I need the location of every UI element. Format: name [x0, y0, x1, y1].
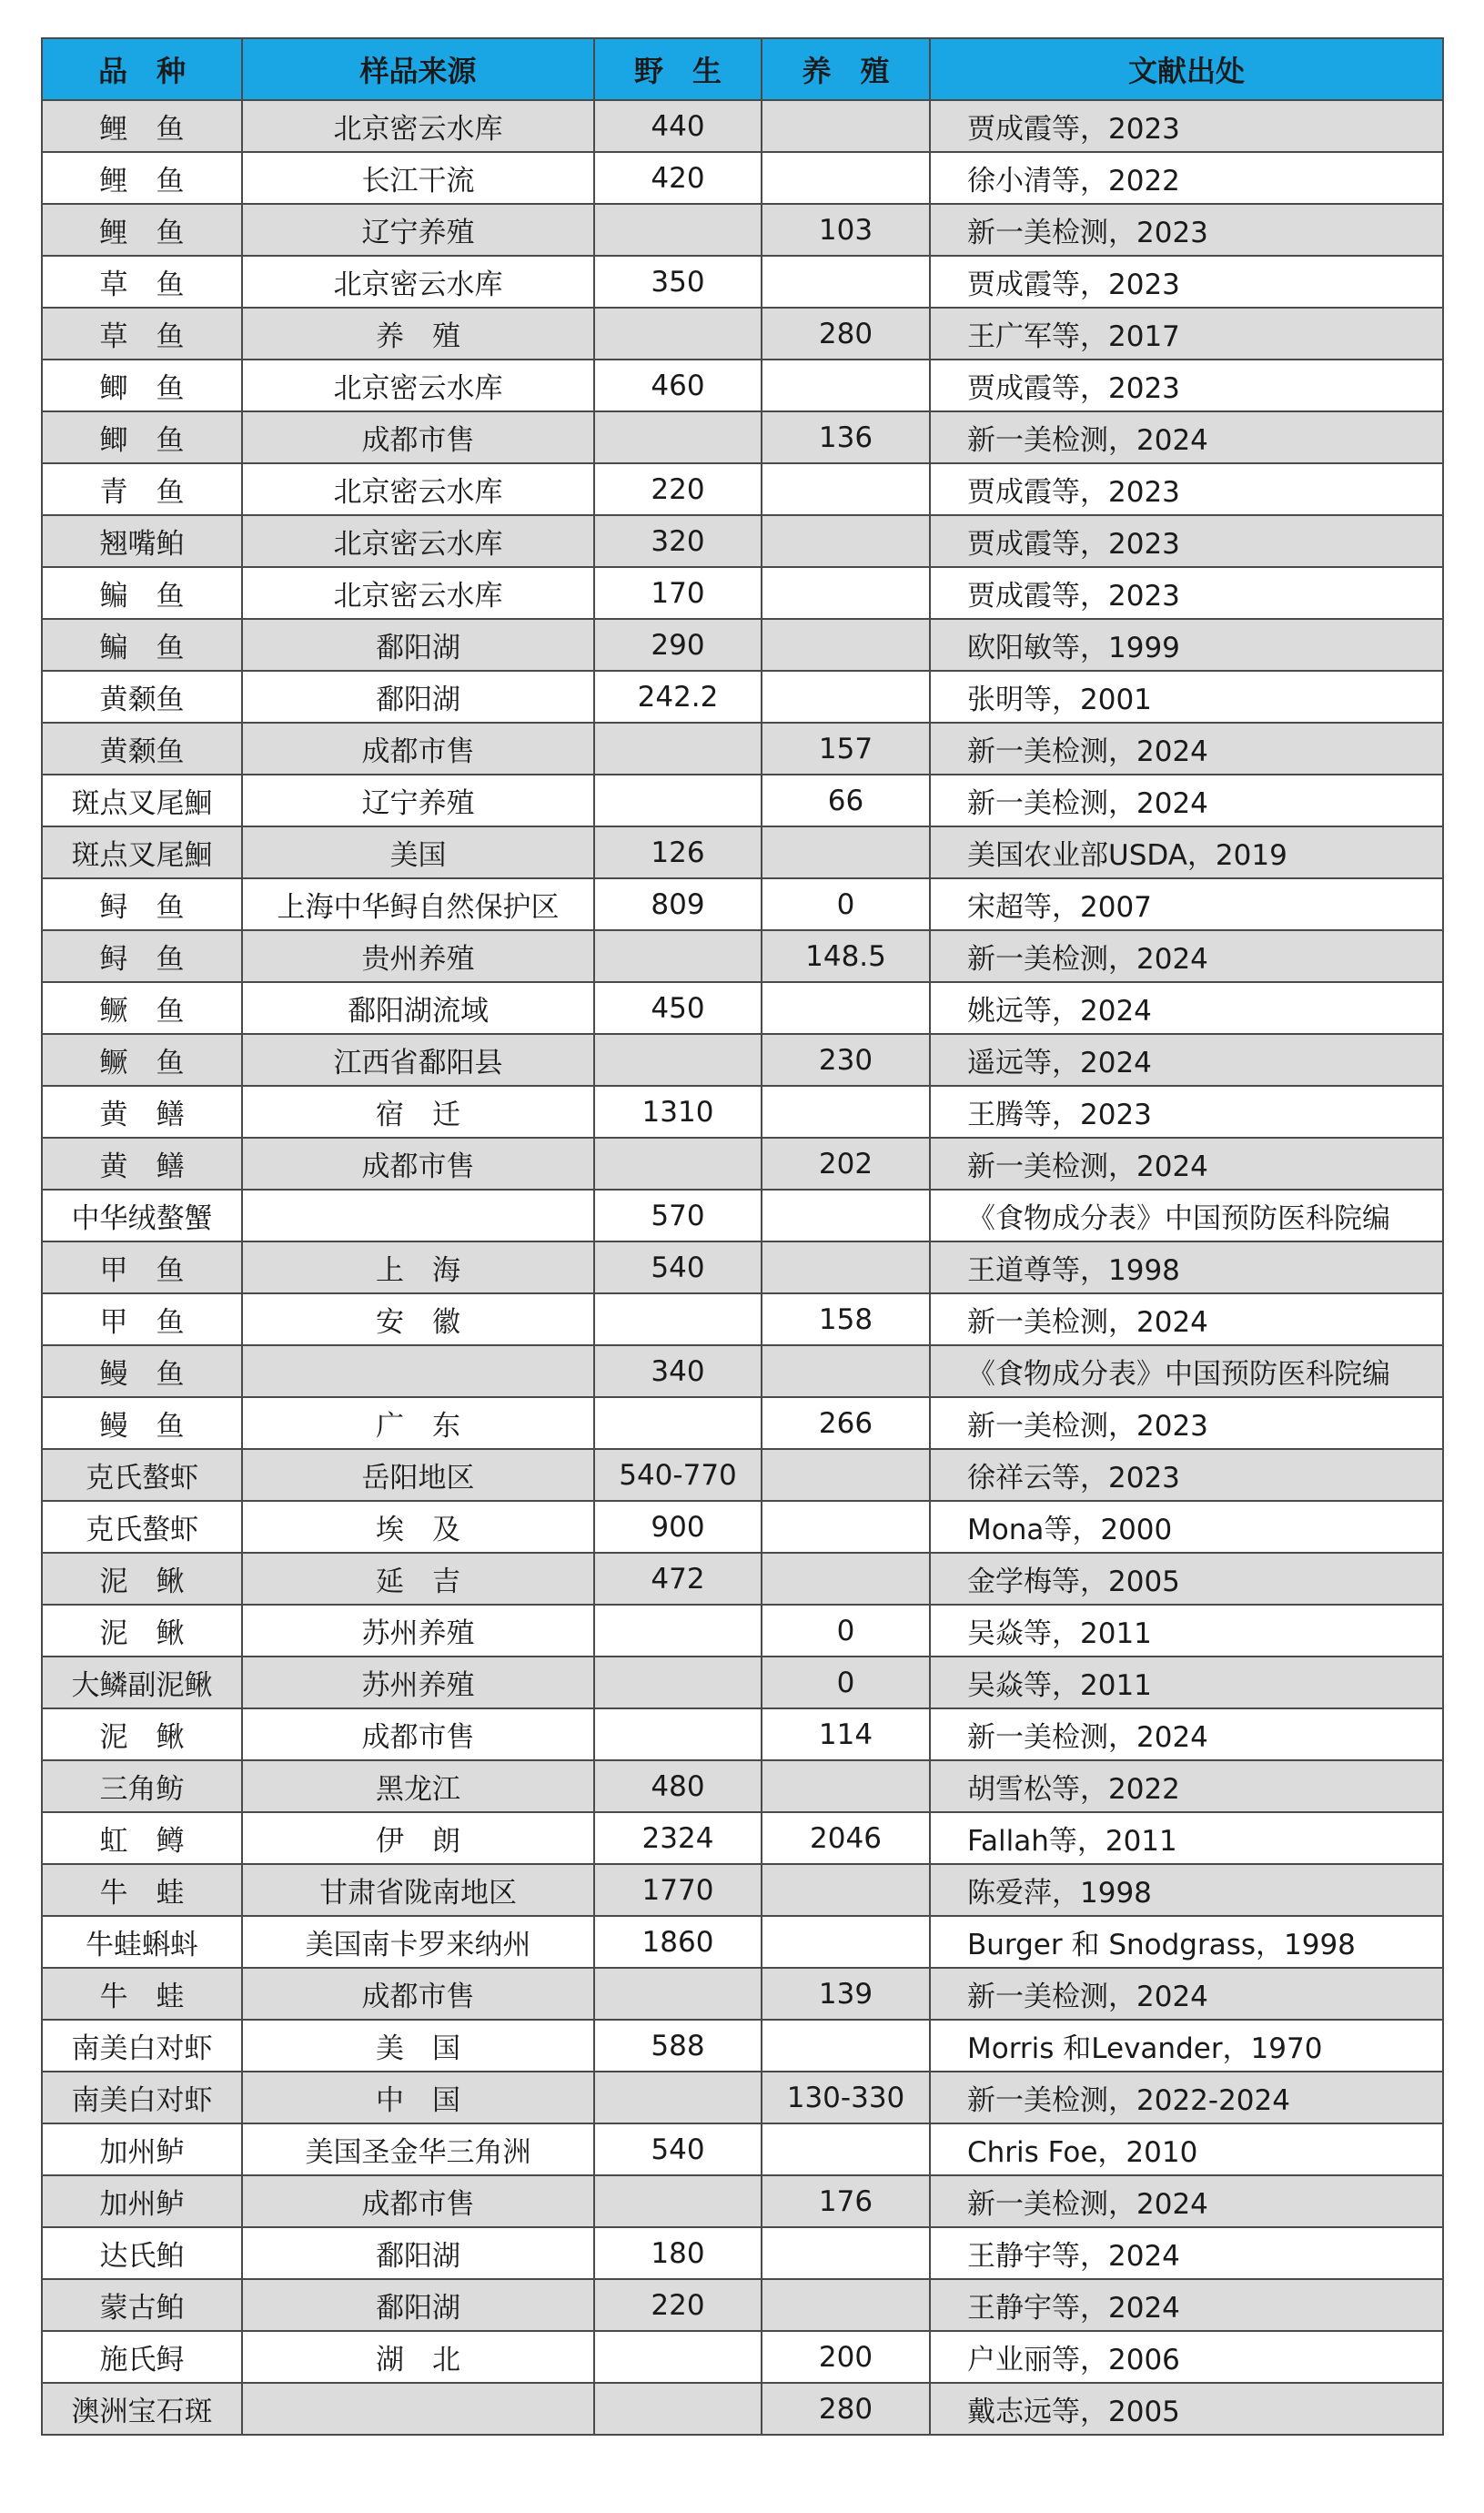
cell-species: 鲤 鱼: [42, 152, 242, 204]
cell-reference: 宋超等，2007: [930, 878, 1443, 930]
cell-wild: 126: [594, 826, 762, 878]
cell-species: 鲫 鱼: [42, 360, 242, 411]
cell-species: 鲤 鱼: [42, 100, 242, 152]
cell-farmed: [762, 1241, 930, 1293]
cell-wild: 1770: [594, 1864, 762, 1916]
table-row: [42, 1760, 1443, 1812]
cell-farmed: 157: [762, 723, 930, 775]
cell-reference: 贾成霞等，2023: [930, 360, 1443, 411]
cell-wild: [594, 1657, 762, 1708]
table-row: [42, 2020, 1443, 2072]
table-row: [42, 256, 1443, 308]
table-row: [42, 2331, 1443, 2383]
cell-farmed: [762, 515, 930, 567]
cell-sample-source: 北京密云水库: [242, 360, 594, 411]
cell-sample-source: 湖 北: [242, 2331, 594, 2383]
table-row: [42, 2072, 1443, 2123]
cell-species: 达氏鲌: [42, 2227, 242, 2279]
cell-reference: 贾成霞等，2023: [930, 567, 1443, 619]
data-table-container: [41, 37, 1442, 2436]
cell-sample-source: 长江干流: [242, 152, 594, 204]
cell-species: 黄 鳝: [42, 1086, 242, 1138]
cell-wild: [594, 1605, 762, 1657]
cell-wild: 420: [594, 152, 762, 204]
cell-farmed: [762, 1501, 930, 1553]
cell-reference: Mona等，2000: [930, 1501, 1443, 1553]
cell-wild: [594, 1708, 762, 1760]
cell-reference: 姚远等，2024: [930, 982, 1443, 1034]
cell-wild: 170: [594, 567, 762, 619]
cell-farmed: [762, 982, 930, 1034]
table-row: [42, 152, 1443, 204]
cell-species: 南美白对虾: [42, 2020, 242, 2072]
table-row: [42, 982, 1443, 1034]
table-row: [42, 1864, 1443, 1916]
cell-wild: 2324: [594, 1812, 762, 1864]
cell-reference: 新一美检测，2022-2024: [930, 2072, 1443, 2123]
cell-species: 黄 鳝: [42, 1138, 242, 1190]
cell-reference: 遥远等，2024: [930, 1034, 1443, 1086]
cell-reference: 新一美检测，2023: [930, 204, 1443, 256]
cell-wild: [594, 2175, 762, 2227]
cell-reference: 贾成霞等，2023: [930, 515, 1443, 567]
table-row: [42, 1345, 1443, 1397]
cell-wild: 480: [594, 1760, 762, 1812]
cell-reference: 陈爱萍，1998: [930, 1864, 1443, 1916]
cell-sample-source: 成都市售: [242, 411, 594, 463]
cell-species: 虹 鳟: [42, 1812, 242, 1864]
cell-sample-source: 岳阳地区: [242, 1449, 594, 1501]
cell-species: 鳊 鱼: [42, 567, 242, 619]
table-row: [42, 775, 1443, 826]
cell-reference: 张明等，2001: [930, 671, 1443, 723]
cell-reference: 贾成霞等，2023: [930, 256, 1443, 308]
cell-sample-source: 甘肃省陇南地区: [242, 1864, 594, 1916]
cell-sample-source: 贵州养殖: [242, 930, 594, 982]
cell-farmed: 176: [762, 2175, 930, 2227]
cell-sample-source: 辽宁养殖: [242, 775, 594, 826]
cell-sample-source: 埃 及: [242, 1501, 594, 1553]
table-row: [42, 1241, 1443, 1293]
cell-reference: 金学梅等，2005: [930, 1553, 1443, 1605]
cell-species: 鲤 鱼: [42, 204, 242, 256]
cell-farmed: 0: [762, 878, 930, 930]
cell-reference: 户业丽等，2006: [930, 2331, 1443, 2383]
cell-farmed: [762, 1553, 930, 1605]
table-body: [42, 100, 1443, 2435]
cell-farmed: [762, 619, 930, 671]
cell-sample-source: 江西省鄱阳县: [242, 1034, 594, 1086]
cell-farmed: [762, 100, 930, 152]
cell-species: 鳜 鱼: [42, 982, 242, 1034]
cell-species: 草 鱼: [42, 256, 242, 308]
table-row: [42, 204, 1443, 256]
cell-sample-source: 成都市售: [242, 2175, 594, 2227]
cell-reference: 王广军等，2017: [930, 308, 1443, 360]
cell-farmed: 202: [762, 1138, 930, 1190]
cell-farmed: [762, 2227, 930, 2279]
table-row: [42, 2279, 1443, 2331]
cell-species: 斑点叉尾鮰: [42, 826, 242, 878]
cell-sample-source: 美国圣金华三角洲: [242, 2123, 594, 2175]
cell-species: 鲟 鱼: [42, 878, 242, 930]
cell-farmed: [762, 256, 930, 308]
table-row: [42, 567, 1443, 619]
cell-wild: 900: [594, 1501, 762, 1553]
cell-species: 草 鱼: [42, 308, 242, 360]
cell-wild: 570: [594, 1190, 762, 1241]
table-row: [42, 1034, 1443, 1086]
table-row: [42, 878, 1443, 930]
table-row: [42, 1812, 1443, 1864]
cell-wild: [594, 411, 762, 463]
cell-reference: 吴焱等，2011: [930, 1657, 1443, 1708]
table-row: [42, 1657, 1443, 1708]
cell-sample-source: 上 海: [242, 1241, 594, 1293]
cell-farmed: [762, 1916, 930, 1968]
cell-wild: [594, 1034, 762, 1086]
cell-farmed: [762, 671, 930, 723]
cell-wild: 540: [594, 2123, 762, 2175]
cell-sample-source: 中 国: [242, 2072, 594, 2123]
cell-species: 斑点叉尾鮰: [42, 775, 242, 826]
cell-reference: 《食物成分表》中国预防医科院编: [930, 1190, 1443, 1241]
cell-sample-source: 上海中华鲟自然保护区: [242, 878, 594, 930]
cell-farmed: [762, 2279, 930, 2331]
cell-sample-source: 北京密云水库: [242, 100, 594, 152]
cell-reference: 贾成霞等，2023: [930, 100, 1443, 152]
cell-wild: [594, 775, 762, 826]
cell-species: 中华绒螯蟹: [42, 1190, 242, 1241]
table-row: [42, 1605, 1443, 1657]
cell-reference: 《食物成分表》中国预防医科院编: [930, 1345, 1443, 1397]
cell-wild: [594, 1293, 762, 1345]
table-row: [42, 100, 1443, 152]
cell-wild: [594, 308, 762, 360]
header-farmed: 养 殖: [762, 38, 930, 100]
cell-reference: Fallah等，2011: [930, 1812, 1443, 1864]
cell-farmed: 66: [762, 775, 930, 826]
cell-species: 牛蛙蝌蚪: [42, 1916, 242, 1968]
cell-farmed: 148.5: [762, 930, 930, 982]
cell-wild: [594, 2072, 762, 2123]
table-row: [42, 1397, 1443, 1449]
cell-sample-source: 美国南卡罗来纳州: [242, 1916, 594, 1968]
table-row: [42, 1968, 1443, 2020]
cell-wild: [594, 930, 762, 982]
cell-wild: 220: [594, 2279, 762, 2331]
cell-sample-source: 鄱阳湖: [242, 619, 594, 671]
cell-species: 克氏螯虾: [42, 1449, 242, 1501]
cell-species: 南美白对虾: [42, 2072, 242, 2123]
table-header-row: [42, 38, 1443, 100]
cell-farmed: [762, 2020, 930, 2072]
cell-species: 牛 蛙: [42, 1968, 242, 2020]
cell-farmed: 130-330: [762, 2072, 930, 2123]
cell-reference: Burger 和 Snodgrass，1998: [930, 1916, 1443, 1968]
cell-wild: 220: [594, 463, 762, 515]
selenium-content-table: [41, 37, 1444, 2436]
table-row: [42, 1916, 1443, 1968]
cell-wild: [594, 2383, 762, 2435]
cell-reference: Chris Foe，2010: [930, 2123, 1443, 2175]
cell-sample-source: 安 徽: [242, 1293, 594, 1345]
cell-farmed: [762, 1760, 930, 1812]
cell-species: 泥 鳅: [42, 1708, 242, 1760]
cell-species: 鳜 鱼: [42, 1034, 242, 1086]
cell-reference: 新一美检测，2024: [930, 1138, 1443, 1190]
table-row: [42, 1293, 1443, 1345]
table-row: [42, 671, 1443, 723]
cell-farmed: [762, 1864, 930, 1916]
cell-wild: 540-770: [594, 1449, 762, 1501]
table-row: [42, 2383, 1443, 2435]
cell-farmed: [762, 463, 930, 515]
cell-reference: 美国农业部USDA，2019: [930, 826, 1443, 878]
cell-wild: 340: [594, 1345, 762, 1397]
cell-sample-source: 北京密云水库: [242, 567, 594, 619]
cell-wild: 588: [594, 2020, 762, 2072]
cell-reference: 王道尊等，1998: [930, 1241, 1443, 1293]
table-row: [42, 2123, 1443, 2175]
cell-reference: 贾成霞等，2023: [930, 463, 1443, 515]
cell-species: 加州鲈: [42, 2123, 242, 2175]
table-row: [42, 723, 1443, 775]
cell-farmed: 230: [762, 1034, 930, 1086]
cell-farmed: 280: [762, 2383, 930, 2435]
cell-sample-source: 鄱阳湖: [242, 2279, 594, 2331]
cell-sample-source: 成都市售: [242, 1968, 594, 2020]
cell-sample-source: 鄱阳湖: [242, 671, 594, 723]
cell-farmed: [762, 1449, 930, 1501]
table-row: [42, 515, 1443, 567]
table-row: [42, 826, 1443, 878]
cell-sample-source: 美 国: [242, 2020, 594, 2072]
cell-sample-source: 北京密云水库: [242, 515, 594, 567]
cell-sample-source: [242, 1190, 594, 1241]
cell-species: 泥 鳅: [42, 1553, 242, 1605]
cell-sample-source: 苏州养殖: [242, 1605, 594, 1657]
cell-wild: [594, 2331, 762, 2383]
table-row: [42, 1501, 1443, 1553]
cell-sample-source: 鄱阳湖: [242, 2227, 594, 2279]
cell-sample-source: 广 东: [242, 1397, 594, 1449]
cell-reference: 王静宇等，2024: [930, 2227, 1443, 2279]
cell-reference: 吴焱等，2011: [930, 1605, 1443, 1657]
cell-sample-source: 黑龙江: [242, 1760, 594, 1812]
header-species: 品 种: [42, 38, 242, 100]
cell-sample-source: [242, 1345, 594, 1397]
cell-farmed: 200: [762, 2331, 930, 2383]
cell-farmed: 2046: [762, 1812, 930, 1864]
cell-sample-source: 北京密云水库: [242, 256, 594, 308]
cell-farmed: 280: [762, 308, 930, 360]
cell-wild: 1310: [594, 1086, 762, 1138]
cell-wild: 472: [594, 1553, 762, 1605]
cell-sample-source: 美国: [242, 826, 594, 878]
cell-farmed: 139: [762, 1968, 930, 2020]
cell-farmed: [762, 1086, 930, 1138]
cell-wild: 290: [594, 619, 762, 671]
cell-reference: 王静宇等，2024: [930, 2279, 1443, 2331]
cell-wild: 540: [594, 1241, 762, 1293]
cell-wild: [594, 1968, 762, 2020]
cell-wild: [594, 1138, 762, 1190]
cell-sample-source: [242, 2383, 594, 2435]
cell-species: 鲫 鱼: [42, 411, 242, 463]
cell-wild: [594, 723, 762, 775]
cell-farmed: [762, 152, 930, 204]
cell-species: 黄颡鱼: [42, 723, 242, 775]
cell-species: 牛 蛙: [42, 1864, 242, 1916]
cell-sample-source: 辽宁养殖: [242, 204, 594, 256]
cell-farmed: 158: [762, 1293, 930, 1345]
table-row: [42, 2175, 1443, 2227]
cell-reference: Morris 和Levander，1970: [930, 2020, 1443, 2072]
cell-reference: 新一美检测，2024: [930, 2175, 1443, 2227]
table-row: [42, 411, 1443, 463]
table-row: [42, 2227, 1443, 2279]
table-row: [42, 1708, 1443, 1760]
table-row: [42, 1190, 1443, 1241]
cell-sample-source: 成都市售: [242, 723, 594, 775]
table-row: [42, 1138, 1443, 1190]
table-row: [42, 463, 1443, 515]
cell-species: 甲 鱼: [42, 1293, 242, 1345]
cell-reference: 戴志远等，2005: [930, 2383, 1443, 2435]
cell-species: 三角鲂: [42, 1760, 242, 1812]
table-row: [42, 308, 1443, 360]
cell-wild: 242.2: [594, 671, 762, 723]
header-wild: 野 生: [594, 38, 762, 100]
cell-species: 克氏螯虾: [42, 1501, 242, 1553]
cell-sample-source: 养 殖: [242, 308, 594, 360]
cell-sample-source: 伊 朗: [242, 1812, 594, 1864]
cell-reference: 欧阳敏等，1999: [930, 619, 1443, 671]
table-row: [42, 1449, 1443, 1501]
cell-farmed: [762, 567, 930, 619]
cell-species: 施氏鲟: [42, 2331, 242, 2383]
cell-species: 翘嘴鲌: [42, 515, 242, 567]
header-reference: 文献出处: [930, 38, 1443, 100]
cell-farmed: 0: [762, 1605, 930, 1657]
cell-reference: 新一美检测，2024: [930, 723, 1443, 775]
cell-farmed: 0: [762, 1657, 930, 1708]
cell-wild: 350: [594, 256, 762, 308]
cell-species: 青 鱼: [42, 463, 242, 515]
table-row: [42, 619, 1443, 671]
cell-wild: 180: [594, 2227, 762, 2279]
cell-species: 澳洲宝石斑: [42, 2383, 242, 2435]
cell-farmed: 136: [762, 411, 930, 463]
cell-reference: 胡雪松等，2022: [930, 1760, 1443, 1812]
cell-reference: 新一美检测，2024: [930, 1968, 1443, 2020]
cell-farmed: [762, 1190, 930, 1241]
cell-reference: 新一美检测，2024: [930, 775, 1443, 826]
cell-sample-source: 宿 迁: [242, 1086, 594, 1138]
cell-reference: 徐祥云等，2023: [930, 1449, 1443, 1501]
cell-reference: 新一美检测，2024: [930, 411, 1443, 463]
cell-wild: 1860: [594, 1916, 762, 1968]
cell-species: 泥 鳅: [42, 1605, 242, 1657]
cell-wild: [594, 204, 762, 256]
cell-species: 甲 鱼: [42, 1241, 242, 1293]
cell-farmed: 103: [762, 204, 930, 256]
cell-reference: 徐小清等，2022: [930, 152, 1443, 204]
cell-farmed: [762, 826, 930, 878]
cell-wild: 809: [594, 878, 762, 930]
cell-farmed: [762, 2123, 930, 2175]
cell-species: 鳊 鱼: [42, 619, 242, 671]
cell-species: 鳗 鱼: [42, 1397, 242, 1449]
table-row: [42, 930, 1443, 982]
cell-wild: 440: [594, 100, 762, 152]
cell-species: 加州鲈: [42, 2175, 242, 2227]
cell-species: 大鳞副泥鳅: [42, 1657, 242, 1708]
cell-wild: [594, 1397, 762, 1449]
table-row: [42, 1086, 1443, 1138]
header-sample-source: 样品来源: [242, 38, 594, 100]
cell-wild: 450: [594, 982, 762, 1034]
cell-species: 鳗 鱼: [42, 1345, 242, 1397]
cell-species: 鲟 鱼: [42, 930, 242, 982]
cell-farmed: 266: [762, 1397, 930, 1449]
cell-farmed: [762, 1345, 930, 1397]
cell-reference: 新一美检测，2024: [930, 1293, 1443, 1345]
cell-reference: 新一美检测，2024: [930, 930, 1443, 982]
table-row: [42, 1553, 1443, 1605]
cell-sample-source: 北京密云水库: [242, 463, 594, 515]
cell-species: 蒙古鲌: [42, 2279, 242, 2331]
cell-sample-source: 成都市售: [242, 1138, 594, 1190]
cell-farmed: [762, 360, 930, 411]
cell-farmed: 114: [762, 1708, 930, 1760]
cell-wild: 460: [594, 360, 762, 411]
cell-reference: 新一美检测，2024: [930, 1708, 1443, 1760]
cell-sample-source: 苏州养殖: [242, 1657, 594, 1708]
cell-wild: 320: [594, 515, 762, 567]
cell-sample-source: 鄱阳湖流域: [242, 982, 594, 1034]
cell-sample-source: 成都市售: [242, 1708, 594, 1760]
cell-species: 黄颡鱼: [42, 671, 242, 723]
cell-reference: 王腾等，2023: [930, 1086, 1443, 1138]
table-row: [42, 360, 1443, 411]
cell-sample-source: 延 吉: [242, 1553, 594, 1605]
cell-reference: 新一美检测，2023: [930, 1397, 1443, 1449]
